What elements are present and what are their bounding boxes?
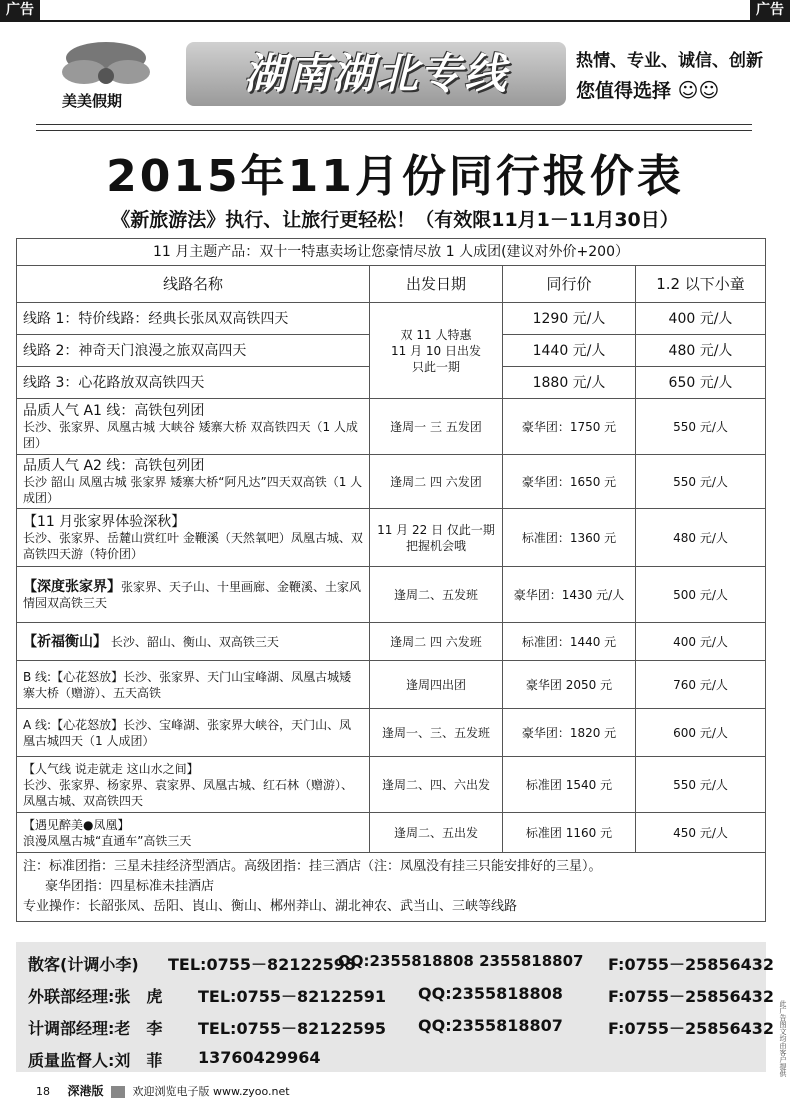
price-table (16, 238, 766, 922)
route-cell: 【11 月张家界体验深秋】 长沙、张家界、岳麓山赏红叶 金鞭溪（天然氧吧）凤凰古城、双高铁四天游（特价团） (17, 509, 370, 567)
edition-icon (111, 1086, 125, 1098)
child-price: 550 元/人 (636, 757, 766, 813)
contact-qq: QQ:2355818808 (418, 984, 563, 1003)
route-date: 逢周二、五发班 (370, 567, 503, 623)
notes (17, 853, 766, 922)
special-date: 双 11 人特惠 11 月 10 日出发 只此一期 (370, 303, 503, 399)
child-price: 400 元/人 (636, 623, 766, 661)
route-price: 豪华团 2050 元 (503, 661, 636, 709)
child-price: 760 元/人 (636, 661, 766, 709)
route-price: 1290 元/人 (503, 303, 636, 335)
edition-label: 深港版 (67, 1084, 104, 1098)
header-child: 1.2 以下小童 (636, 266, 766, 303)
contact-name: 质量监督人:刘 菲 (28, 1051, 163, 1070)
banner (36, 36, 763, 116)
table-row (17, 303, 766, 335)
child-price: 550 元/人 (636, 455, 766, 509)
route-date: 逢周二 四 六发团 (370, 455, 503, 509)
route-price: 1440 元/人 (503, 335, 636, 367)
route-price: 1880 元/人 (503, 367, 636, 399)
table-row (17, 709, 766, 757)
note-line: 专业操作：长韶张凤、岳阳、崀山、衡山、郴州莽山、湖北神农、武当山、三峡等线路 (23, 899, 518, 914)
route-cell: 【遇见醉美●凤凰】 浪漫凤凰古城“直通车”高铁三天 (17, 813, 370, 853)
contact-qq: QQ:2355818807 (418, 1016, 563, 1035)
route-cell: 【深度张家界】张家界、天子山、十里画廊、金鞭溪、土家风情园双高铁三天 (17, 567, 370, 623)
slogan-line-2: 您值得选择 ☺☺ (576, 78, 720, 102)
page-footer (36, 1082, 290, 1099)
route-name: 线路 3：心花路放双高铁四天 (17, 367, 370, 399)
contact-fax: F:0755－25856432 (608, 987, 775, 1006)
route-date: 11 月 22 日 仅此一期 把握机会哦 (370, 509, 503, 567)
route-cell: B 线:【心花怒放】长沙、张家界、天门山宝峰湖、凤凰古城矮寨大桥（赠游）、五天高铁 (17, 661, 370, 709)
note-line: 豪华团指：四星标准未挂酒店 (45, 879, 215, 894)
route-cell: A 线:【心花怒放】长沙、宝峰湖、张家界大峡谷，天门山、凤凰古城四天（1 人成团） (17, 709, 370, 757)
logo-text: 美美假期 (62, 92, 123, 110)
route-price: 豪华团：1430 元/人 (503, 567, 636, 623)
contact-tel: TEL:0755－82122595 (168, 955, 357, 974)
table-row (17, 399, 766, 455)
table-row (17, 567, 766, 623)
header-date: 出发日期 (370, 266, 503, 303)
route-name: 线路 1：特价线路：经典长张凤双高铁四天 (17, 303, 370, 335)
table-row (17, 509, 766, 567)
contact-name: 计调部经理:老 李 (28, 1019, 163, 1038)
route-date: 逢周一、三、五发班 (370, 709, 503, 757)
contact-name: 外联部经理:张 虎 (28, 987, 163, 1006)
ad-label-left: 广告 (0, 0, 40, 20)
route-price: 豪华团：1650 元 (503, 455, 636, 509)
header-route: 线路名称 (17, 266, 370, 303)
contact-tel: TEL:0755－82122591 (198, 987, 387, 1006)
contact-fax: F:0755－25856432 (608, 1019, 775, 1038)
header-price: 同行价 (503, 266, 636, 303)
route-cell: 【祈福衡山】 长沙、韶山、衡山、双高铁三天 (17, 623, 370, 661)
footer-text: 欢迎浏览电子版 www.zyoo.net (132, 1085, 290, 1098)
child-price: 480 元/人 (636, 509, 766, 567)
route-cell: 【人气线 说走就走 这山水之间】 长沙、张家界、杨家界、袁家界、凤凰古城、红石林（赠游）、凤凰古城、双高铁四天 (17, 757, 370, 813)
route-date: 逢周二 四 六发班 (370, 623, 503, 661)
route-date: 逢周二、五出发 (370, 813, 503, 853)
ad-label-right: 广告 (750, 0, 790, 20)
contact-qq: QQ:2355818808 2355818807 (338, 952, 584, 970)
separator (36, 130, 752, 131)
separator (36, 124, 752, 125)
page-subtitle: 《新旅游法》执行、让旅行更轻松！（有效限11月1－11月30日） (111, 209, 679, 231)
note-line: 注：标准团指：三星未挂经济型酒店。高级团指：挂三酒店（注：凤凰没有挂三只能安排好的三星）。 (23, 859, 602, 874)
route-cell: 品质人气 A1 线：高铁包列团 长沙、张家界、凤凰古城 大峡谷 矮寨大桥 双高铁四天（1 人成团） (17, 399, 370, 455)
child-price: 450 元/人 (636, 813, 766, 853)
theme-row: 11 月主题产品：双十一特惠卖场让您豪情尽放 1 人成团(建议对外价+200） (17, 239, 766, 266)
route-date: 逢周四出团 (370, 661, 503, 709)
route-price: 标准团 1540 元 (503, 757, 636, 813)
side-note: 此广告图文均由客户提供 (779, 1000, 787, 1077)
child-price: 600 元/人 (636, 709, 766, 757)
table-row (17, 757, 766, 813)
contact-tel: TEL:0755－82122595 (198, 1019, 387, 1038)
table-row (17, 455, 766, 509)
child-price: 480 元/人 (636, 335, 766, 367)
table-row (17, 661, 766, 709)
company-logo (36, 36, 176, 116)
page-title: 2015年11月份同行报价表 (106, 151, 684, 202)
child-price: 650 元/人 (636, 367, 766, 399)
route-cell: 品质人气 A2 线：高铁包列团 长沙 韶山 凤凰古城 张家界 矮寨大桥“阿凡达”四天双高铁（1 人成团） (17, 455, 370, 509)
route-date: 逢周二、四、六出发 (370, 757, 503, 813)
contact-fax: F:0755－25856432 (608, 955, 775, 974)
smile-icon: ☺☺ (677, 78, 720, 102)
child-price: 550 元/人 (636, 399, 766, 455)
table-row (17, 623, 766, 661)
route-price: 标准团：1360 元 (503, 509, 636, 567)
contact-tel: 13760429964 (198, 1048, 321, 1067)
contact-panel (16, 942, 775, 1072)
route-name: 线路 2：神奇天门浪漫之旅双高四天 (17, 335, 370, 367)
child-price: 400 元/人 (636, 303, 766, 335)
route-date: 逢周一 三 五发团 (370, 399, 503, 455)
route-price: 标准团：1440 元 (503, 623, 636, 661)
page-number: 18 (36, 1085, 50, 1098)
route-price: 豪华团：1750 元 (503, 399, 636, 455)
contact-name: 散客(计调小李) (28, 955, 139, 974)
child-price: 500 元/人 (636, 567, 766, 623)
route-price: 豪华团：1820 元 (503, 709, 636, 757)
top-rule (0, 20, 790, 22)
notes-row (17, 853, 766, 922)
banner-title: 湖南湖北专线 (186, 42, 566, 106)
route-price: 标准团 1160 元 (503, 813, 636, 853)
slogan-line-1: 热情、专业、诚信、创新 (576, 51, 763, 71)
table-row (17, 813, 766, 853)
